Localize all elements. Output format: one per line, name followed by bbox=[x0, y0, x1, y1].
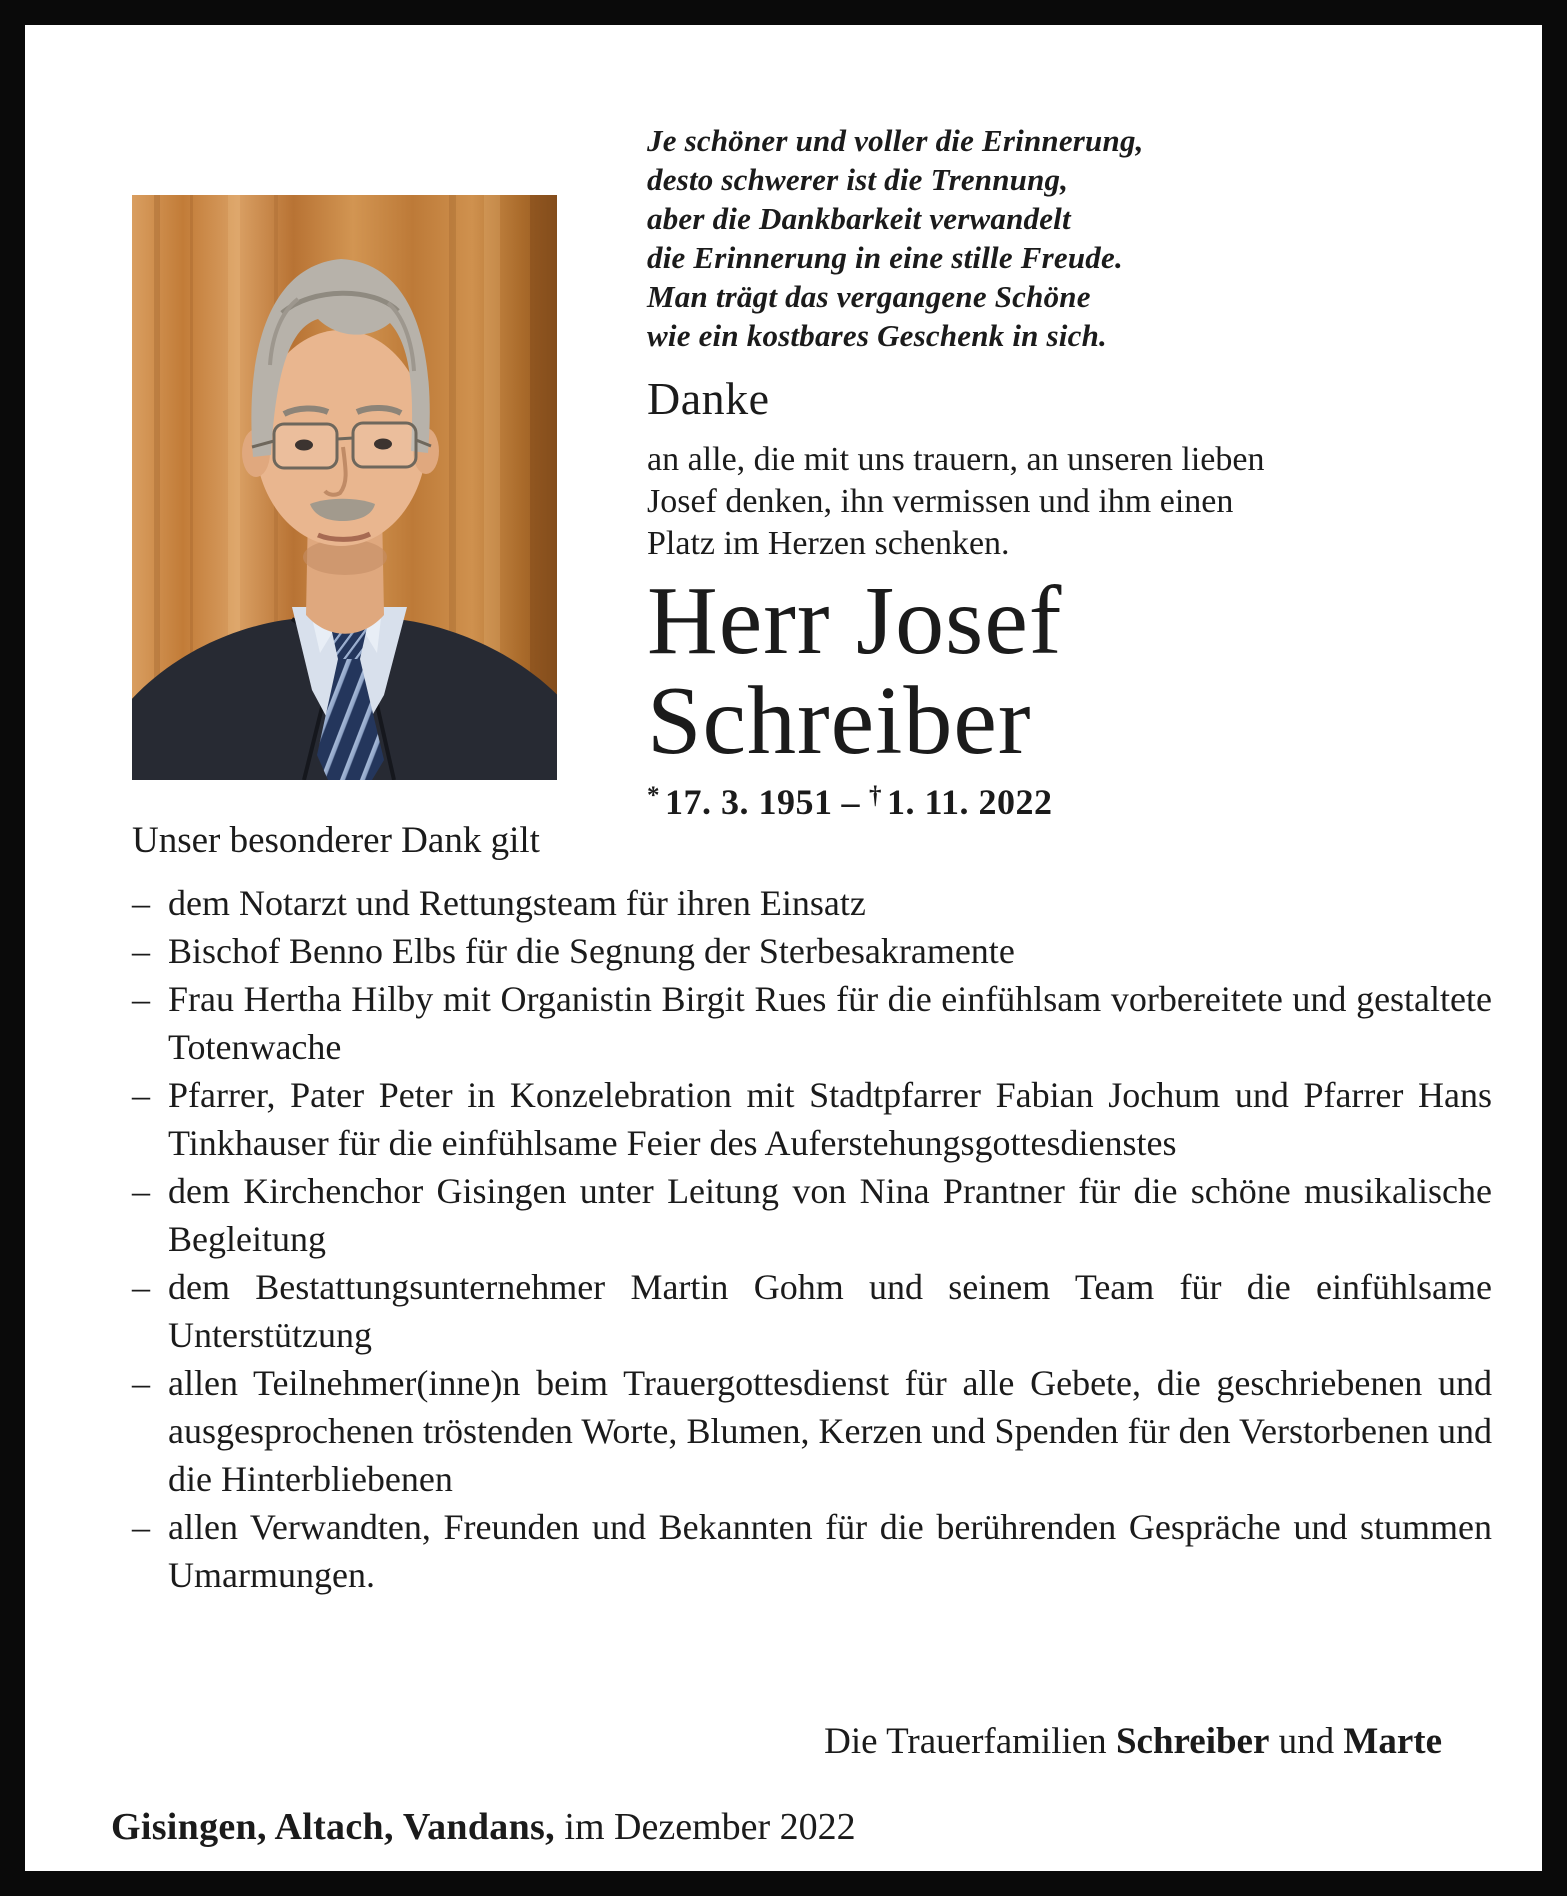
death-symbol: † bbox=[869, 782, 882, 809]
portrait-photo bbox=[132, 195, 557, 780]
closing-prefix: Die Trauerfamilien bbox=[824, 1721, 1107, 1762]
list-dash: – bbox=[132, 1075, 150, 1115]
list-dash: – bbox=[132, 1507, 150, 1547]
deceased-name-line-1: Herr Josef bbox=[647, 567, 1063, 675]
list-item-text: dem Bestattungsunternehmer Martin Gohm und seinem Team für die einfühlsame Unterstützung bbox=[168, 1267, 1492, 1355]
gratitude-intro: Unser besonderer Dank gilt bbox=[132, 820, 540, 861]
thanks-text: an alle, die mit uns trauern, an unseren lieben Josef denken, ihn vermissen und ihm einen Platz im Herzen schenken. bbox=[647, 441, 1265, 562]
list-dash: – bbox=[132, 979, 150, 1019]
list-item bbox=[132, 1071, 1492, 1167]
list-item bbox=[132, 975, 1492, 1071]
poem-line: Je schöner und voller die Erinnerung, bbox=[647, 123, 1144, 158]
thanks-heading: Danke bbox=[647, 373, 770, 424]
list-dash: – bbox=[132, 931, 150, 971]
deceased-name bbox=[647, 567, 1495, 775]
poem-line: desto schwerer ist die Trennung, bbox=[647, 162, 1069, 197]
list-item-text: dem Kirchenchor Gisingen unter Leitung von Nina Prantner für die schöne musikalische Begleitung bbox=[168, 1171, 1492, 1259]
list-item-text: dem Notarzt und Rettungsteam für ihren Einsatz bbox=[168, 883, 866, 923]
poem-line: die Erinnerung in eine stille Freude. bbox=[647, 240, 1123, 275]
list-item-text: Frau Hertha Hilby mit Organistin Birgit Rues für die einfühlsam vorbereitete und gestaltete Totenwache bbox=[168, 979, 1492, 1067]
death-date: 1. 11. 2022 bbox=[887, 782, 1053, 822]
list-item bbox=[132, 1167, 1492, 1263]
list-dash: – bbox=[132, 1267, 150, 1307]
poem-line: aber die Dankbarkeit verwandelt bbox=[647, 201, 1071, 236]
list-item bbox=[132, 1503, 1492, 1599]
poem-line: wie ein kostbares Geschenk in sich. bbox=[647, 318, 1107, 353]
list-item bbox=[132, 927, 1492, 975]
closing-families bbox=[824, 1720, 1442, 1763]
list-item-text: allen Verwandten, Freunden und Bekannten für die berührenden Gespräche und stummen Umarmungen. bbox=[168, 1507, 1492, 1595]
footer-places: Gisingen, Altach, Vandans, bbox=[111, 1806, 555, 1848]
list-item bbox=[132, 1359, 1492, 1503]
footer-date: im Dezember 2022 bbox=[564, 1806, 856, 1848]
right-column bbox=[647, 121, 1495, 823]
deceased-photo bbox=[132, 195, 557, 780]
deceased-name-line-2: Schreiber bbox=[647, 667, 1032, 775]
poem-line: Man trägt das vergangene Schöne bbox=[647, 279, 1091, 314]
closing-family-1: Schreiber bbox=[1115, 1721, 1270, 1762]
list-item bbox=[132, 879, 1492, 927]
list-item-text: allen Teilnehmer(inne)n beim Trauergottesdienst für alle Gebete, die geschriebenen und ausgesprochenen tröstenden Worte, Blumen, Kerzen und Spenden für den Verstorbenen und die Hinterbliebenen bbox=[168, 1363, 1492, 1499]
list-item-text: Bischof Benno Elbs für die Segnung der Sterbesakramente bbox=[168, 931, 1015, 971]
list-dash: – bbox=[132, 1363, 150, 1403]
list-dash: – bbox=[132, 1171, 150, 1211]
places-date-line bbox=[111, 1805, 856, 1849]
memorial-poem bbox=[647, 121, 1495, 355]
list-item bbox=[132, 1263, 1492, 1359]
closing-family-2: Marte bbox=[1343, 1721, 1442, 1762]
birth-symbol: * bbox=[647, 782, 660, 809]
gratitude-list bbox=[132, 879, 1492, 1599]
list-dash: – bbox=[132, 883, 150, 923]
list-item-text: Pfarrer, Pater Peter in Konzelebration mit Stadtpfarrer Fabian Jochum und Pfarrer Hans Tinkhauser für die einfühlsame Feier des Auferstehungsgottesdienstes bbox=[168, 1075, 1492, 1163]
dates-separator: – bbox=[841, 782, 860, 822]
gratitude-section bbox=[132, 817, 1492, 1599]
birth-date: 17. 3. 1951 bbox=[665, 782, 833, 822]
closing-conjunction: und bbox=[1278, 1721, 1335, 1762]
